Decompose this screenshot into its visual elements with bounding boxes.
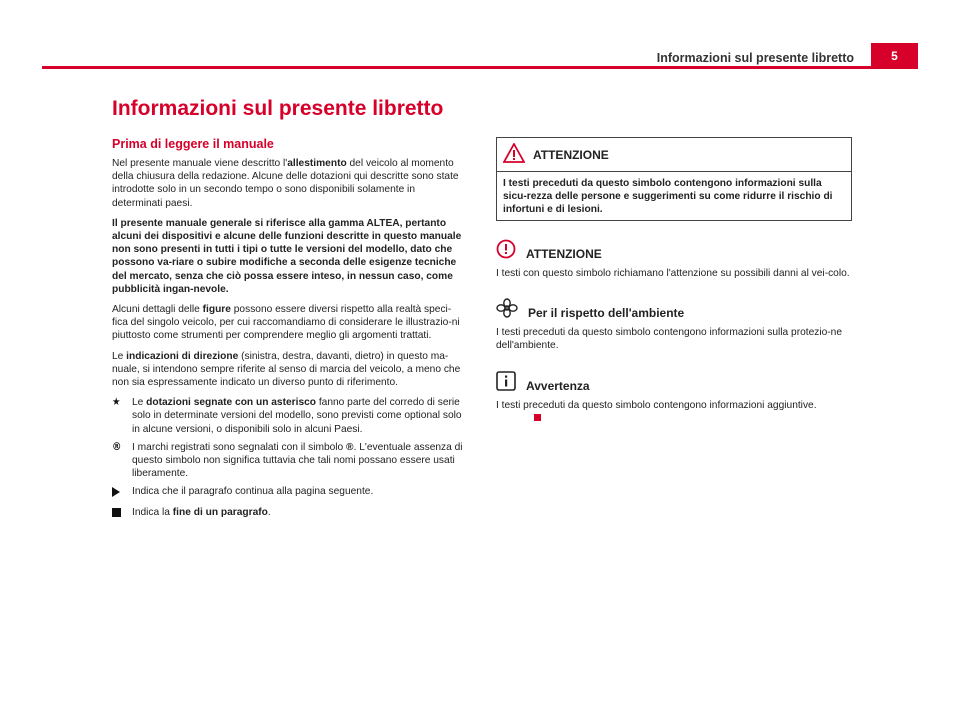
caution-exclamation-icon	[496, 239, 516, 263]
left-column	[112, 137, 467, 526]
warning-box-text: I testi preceduti da questo simbolo contengono informazioni sulla sicu-rezza delle persone e suggerimenti su come ridurre il rischio di infortuni e di lesioni.	[503, 178, 833, 215]
page-title: Informazioni sul presente libretto	[112, 97, 444, 120]
environment-text: I testi preceduti da questo simbolo contengono informazioni sulla protezio-ne dell'ambiente.	[496, 327, 843, 352]
environment-heading	[496, 298, 852, 322]
caution-text: I testi con questo simbolo richiamano l'attenzione su possibili danni al vei-colo.	[496, 268, 850, 279]
paragraph-altea-disclaimer: Il presente manuale generale si riferisce alla gamma ALTEA, pertanto alcuni dei dispositivi e alcune delle funzioni descritte in questo manuale non sono presenti in tutti i tipi o tutte le versioni del modello, dato che possono va-riare o subire modifiche a seconda delle esigenze tecniche del mercato, senza che ciò possa essere inteso, in nessun caso, come pubblicità ingan-nevole.	[112, 217, 462, 295]
note-text: I testi preceduti da questo simbolo contengono informazioni aggiuntive.	[496, 399, 852, 425]
arrow-right-icon	[112, 487, 120, 497]
right-column	[496, 137, 852, 432]
end-square-icon	[112, 508, 121, 517]
flower-environment-icon	[496, 298, 518, 322]
note-title: Avvertenza	[526, 378, 590, 393]
legend-item-end: Indica la fine di un paragrafo.	[112, 506, 467, 521]
paragraph-allestimento: Nel presente manuale viene descritto l'allestimento del veicolo al momento della chiusura della redazione. Alcune delle dotazioni qui descritte sono state introdotte solo in un secondo tempo o sono disponibili solamente in determinati paesi.	[112, 158, 459, 209]
warning-box	[496, 137, 852, 221]
section-subheading: Prima di leggere il manuale	[112, 137, 274, 151]
page-number: 5	[871, 43, 918, 68]
star-icon: ★	[112, 396, 121, 409]
caution-heading	[496, 239, 852, 263]
paragraph-directions: Le indicazioni di direzione (sinistra, destra, davanti, dietro) in questo ma-nuale, si intendono sempre riferite al senso di marcia del veicolo, a meno che non sia espressamente indicato un diverso punto di riferimento.	[112, 350, 461, 389]
caution-title: ATTENZIONE	[526, 247, 602, 261]
warning-triangle-icon	[503, 143, 525, 167]
legend-item-continues: Indica che il paragrafo continua alla pagina seguente.	[112, 485, 467, 501]
header-rule	[42, 66, 918, 69]
registered-icon: ®	[112, 440, 122, 453]
warning-box-header	[497, 138, 851, 172]
warning-box-title: ATTENZIONE	[533, 147, 609, 162]
end-of-section-mark	[534, 414, 541, 421]
legend-item-asterisk: ★ Le dotazioni segnate con un asterisco fanno parte del corredo di serie solo in determinate versioni del modello, sono previsti come optional solo in alcune versioni, o disponibili solo in alcuni Paesi.	[112, 396, 462, 435]
running-header-title: Informazioni sul presente libretto	[656, 51, 854, 65]
info-icon	[496, 371, 516, 395]
note-heading	[496, 371, 852, 395]
legend-item-registered: ® I marchi registrati sono segnalati con il simbolo ®. L'eventuale assenza di questo simbolo non significa tuttavia che tali nomi possano essere usati liberamente.	[112, 440, 463, 480]
environment-title: Per il rispetto dell'ambiente	[528, 306, 685, 321]
paragraph-figure: Alcuni dettagli delle figure possono essere diversi rispetto alla realtà speci-fica del singolo veicolo, per cui raccomandiamo di considerare le illustrazio-ni piuttosto come strumenti per comprendere meglio gli argomenti trattati.	[112, 304, 460, 342]
